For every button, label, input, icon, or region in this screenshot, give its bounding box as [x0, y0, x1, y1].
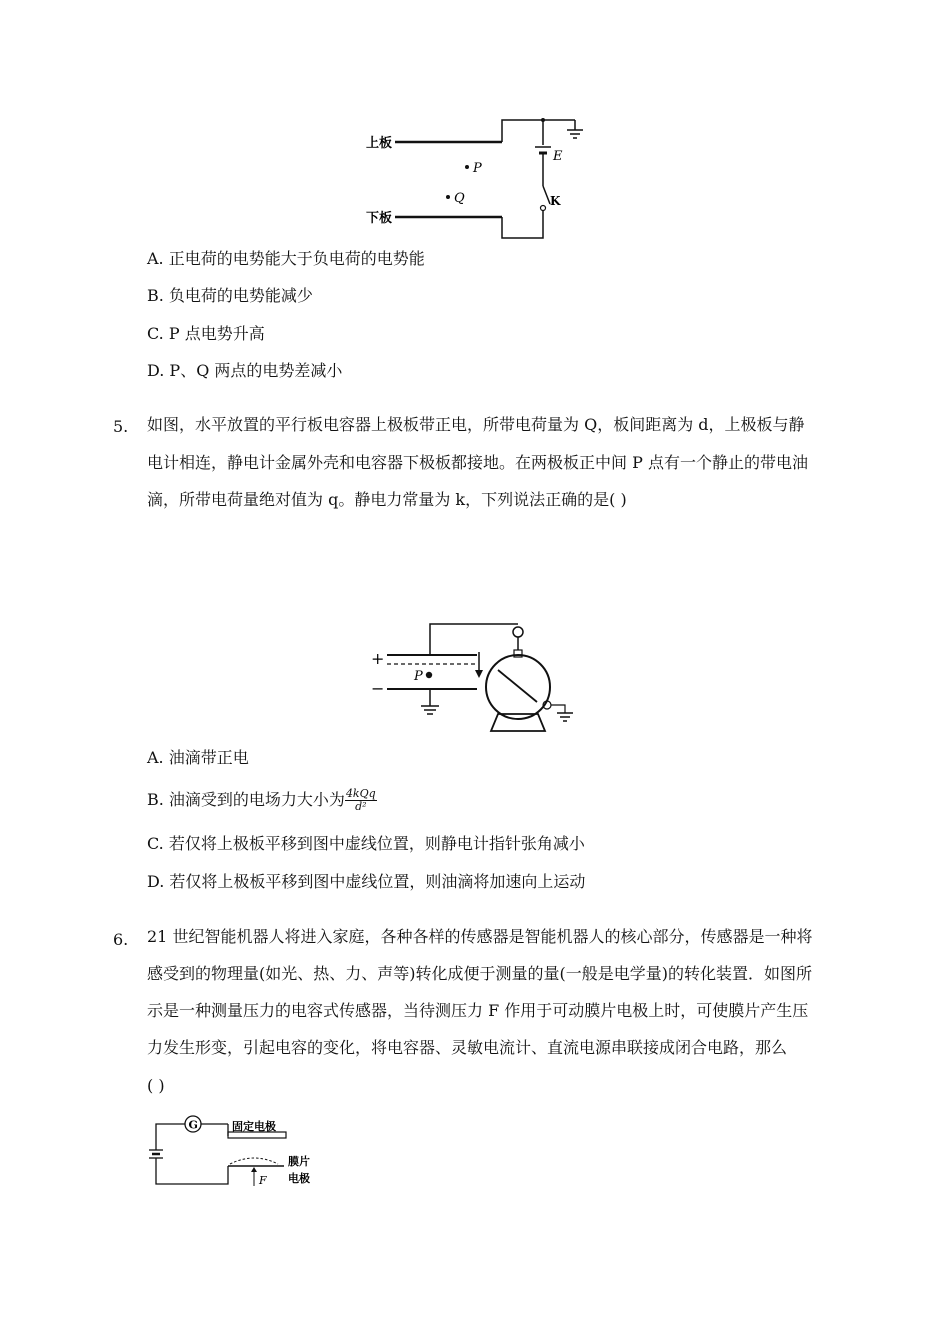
question-number-5: 5.: [113, 417, 129, 436]
q5-stem-line-1: 如图，水平放置的平行板电容器上极板带正电，所带电荷量为 Q，板间距离为 d，上极板与静: [147, 415, 805, 434]
q5-option-c: C. 若仅将上极板平移到图中虚线位置，则静电计指针张角减小: [147, 834, 585, 853]
plus-sign: +: [371, 649, 385, 668]
q5-stem-line-3: 滴，所带电荷量绝对值为 q。静电力常量为 k，下列说法正确的是( ): [147, 490, 627, 509]
galvanometer-label: G: [188, 1118, 198, 1132]
membrane-label: 膜片: [288, 1155, 310, 1168]
question-number-6: 6.: [113, 930, 129, 949]
q6-stem-line-1: 21 世纪智能机器人将进入家庭，各种各样的传感器是智能机器人的核心部分，传感器是一种将: [147, 927, 813, 946]
point-p-label: P: [473, 161, 482, 176]
point-q-label: Q: [454, 191, 465, 206]
q4-option-d: D. P、Q 两点的电势差减小: [147, 361, 343, 380]
lower-plate-label: 下板: [366, 211, 393, 226]
q6-stem-line-4: 力发生形变，引起电容的变化，将电容器、灵敏电流计、直流电源串联接成闭合电路，那么: [147, 1038, 788, 1057]
q4-option-a: A. 正电荷的电势能大于负电荷的电势能: [147, 249, 425, 268]
fixed-electrode-label: 固定电极: [232, 1120, 276, 1133]
q4-option-b: B. 负电荷的电势能减少: [147, 286, 313, 305]
battery-label: E: [553, 149, 563, 164]
electrometer-capacitor-figure-q5: [365, 618, 590, 736]
pressure-sensor-figure-q6: [148, 1110, 318, 1190]
force-fraction: $\frac{\text{4kQq}}{\text{d²}}$: [345, 787, 376, 813]
capacitor-circuit-figure-q4: [360, 110, 600, 245]
upper-plate-label: 上板: [366, 136, 393, 151]
switch-label: K: [550, 194, 561, 208]
q4-option-c: C. P 点电势升高: [147, 324, 265, 343]
q5-option-d: D. 若仅将上极板平移到图中虚线位置，则油滴将加速向上运动: [147, 872, 586, 891]
q5-option-b-text: B. 油滴受到的电场力大小为: [147, 790, 345, 809]
q6-stem-line-3: 示是一种测量压力的电容式传感器，当待测压力 F 作用于可动膜片电极上时，可使膜片产生压: [147, 1001, 809, 1020]
point-p-label: P: [414, 669, 423, 684]
q6-stem-line-5: ( ): [147, 1076, 165, 1095]
q5-stem-line-2: 电计相连，静电计金属外壳和电容器下极板都接地。在两极板正中间 P 点有一个静止的带电油: [147, 453, 808, 472]
minus-sign: −: [371, 679, 385, 698]
q6-stem-line-2: 感受到的物理量(如光、热、力、声等)转化成便于测量的量(一般是电学量)的转化装置．如图所: [147, 964, 812, 983]
q5-option-a: A. 油滴带正电: [147, 748, 249, 767]
q5-option-b: [147, 788, 377, 813]
force-label: F: [259, 1174, 267, 1187]
electrode-label: 电极: [288, 1172, 310, 1185]
